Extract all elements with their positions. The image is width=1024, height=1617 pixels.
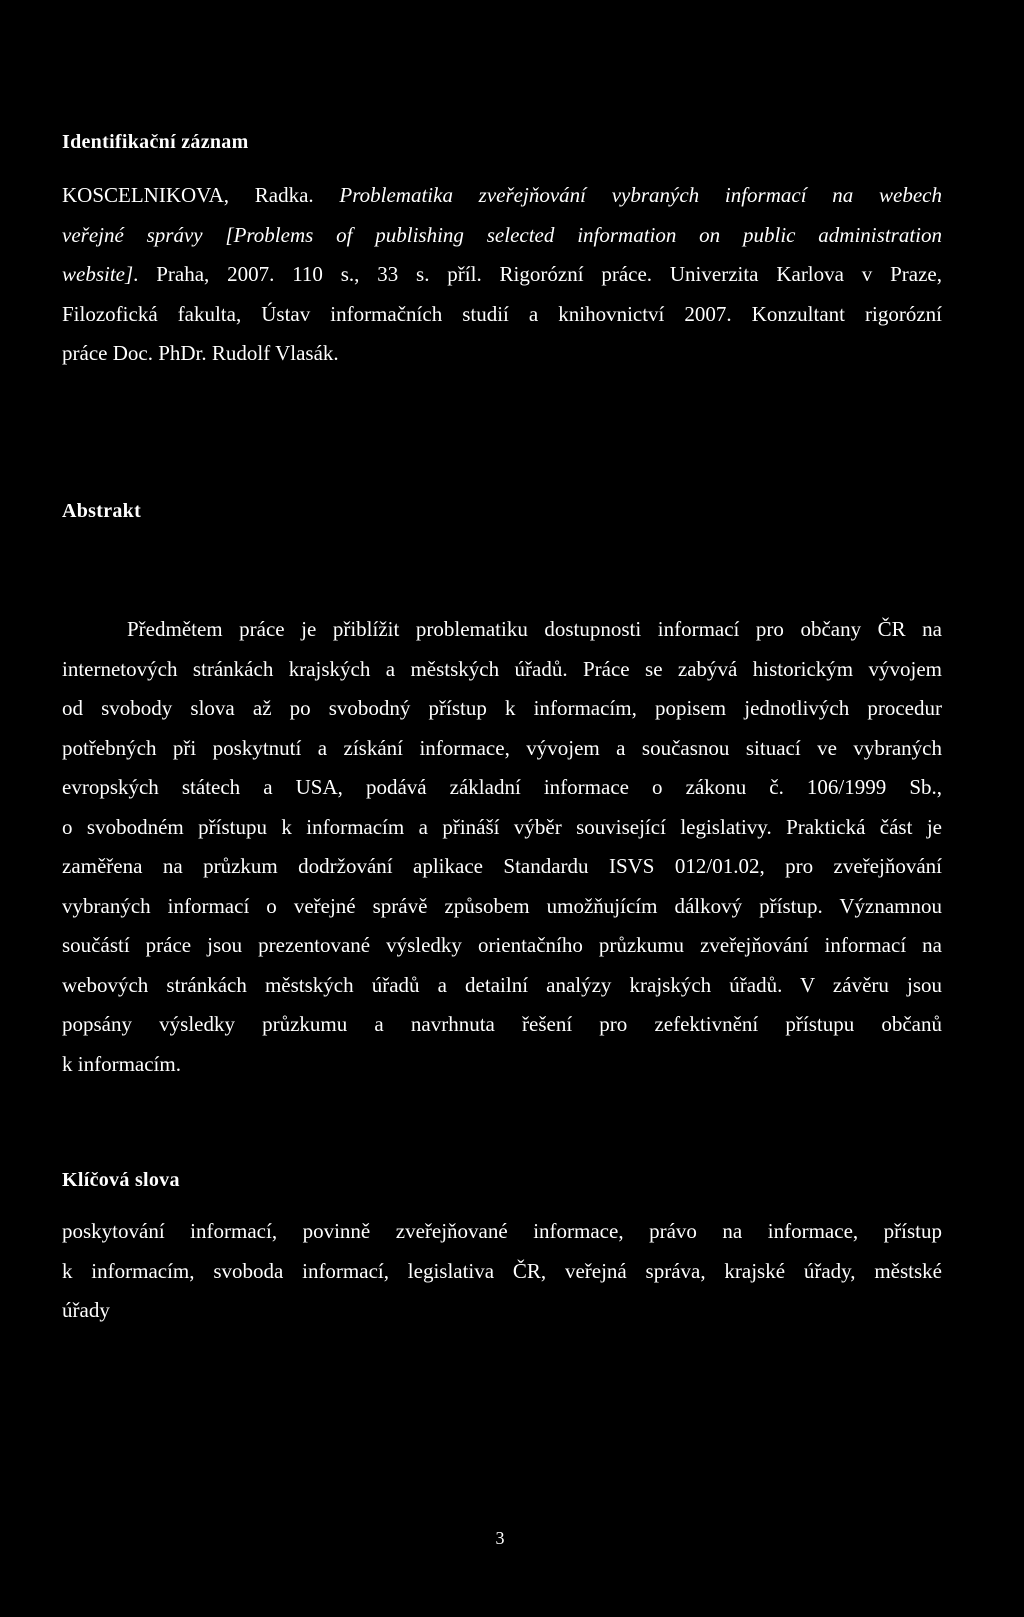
abstract-line: od svobody slova až po svobodný přístup k informacím, popisem jednotlivých procedur	[62, 696, 942, 720]
page-number: 3	[495, 1528, 505, 1548]
citation-line: KOSCELNIKOVA, Radka. Problematika zveřejňování vybraných informací na webech	[62, 183, 942, 207]
abstract-line: zaměřena na průzkum dodržování aplikace Standardu ISVS 012/01.02, pro zveřejňování	[62, 854, 942, 878]
abstract-line: součástí práce jsou prezentované výsledky orientačního průzkumu zveřejňování informací na	[62, 933, 942, 957]
abstract-heading: Abstrakt	[62, 500, 142, 522]
abstract-line: vybraných informací o veřejné správě způsobem umožňujícím dálkový přístup. Významnou	[62, 893, 942, 918]
identification-heading: Identifikační záznam	[62, 131, 249, 153]
abstract-line: o svobodném přístupu k informacím a přináší výběr související legislativy. Praktická část je	[62, 814, 942, 839]
citation-record	[62, 176, 942, 374]
keywords-line: poskytování informací, povinně zveřejňované informace, právo na informace, přístup	[62, 1219, 942, 1243]
abstract-text	[62, 610, 942, 1084]
abstract-line: potřebných při poskytnutí a získání informace, vývojem a současnou situací ve vybraných	[62, 735, 942, 760]
abstract-line: internetových stránkách krajských a městských úřadů. Práce se zabývá historickým vývojem	[62, 656, 942, 681]
citation-line: Filozofická fakulta, Ústav informačních studií a knihovnictví 2007. Konzultant rigorózní	[62, 301, 942, 326]
citation-line: website]. Praha, 2007. 110 s., 33 s. příl. Rigorózní práce. Univerzita Karlova v Praze,	[62, 262, 942, 286]
keywords-line: k informacím, svoboda informací, legislativa ČR, veřejná správa, krajské úřady, městské	[62, 1258, 942, 1283]
keywords-text	[62, 1212, 942, 1331]
abstract-line: webových stránkách městských úřadů a detailní analýzy krajských úřadů. V závěru jsou	[62, 972, 942, 997]
abstract-line: popsány výsledky průzkumu a navrhnuta řešení pro zefektivnění přístupu občanů	[62, 1012, 942, 1036]
abstract-line: k informacím.	[62, 1051, 181, 1076]
keywords-heading: Klíčová slova	[62, 1169, 180, 1191]
citation-line: veřejné správy [Problems of publishing selected information on public administration	[62, 222, 942, 247]
abstract-line: evropských státech a USA, podává základní informace o zákonu č. 106/1999 Sb.,	[62, 775, 942, 799]
abstract-line: Předmětem práce je přiblížit problematiku dostupnosti informací pro občany ČR na	[127, 617, 942, 641]
citation-line: práce Doc. PhDr. Rudolf Vlasák.	[62, 341, 339, 365]
keywords-line: úřady	[62, 1298, 110, 1322]
